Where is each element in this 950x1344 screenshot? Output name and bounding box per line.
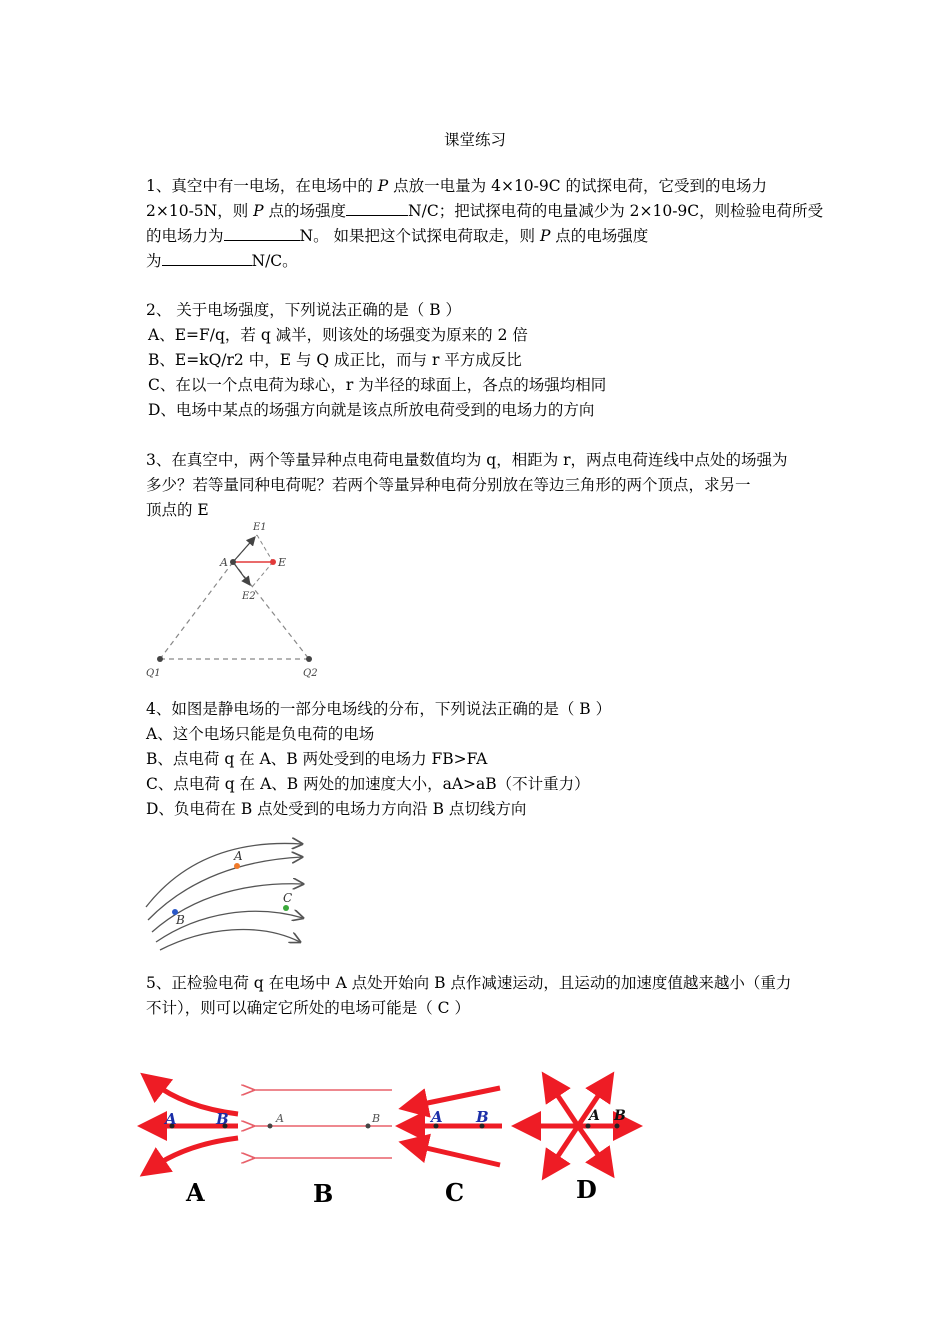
q3-line3: 顶点的 E <box>146 501 209 519</box>
q4-option-d: D、负电荷在 B 点处受到的电场力方向沿 B 点切线方向 <box>146 800 527 818</box>
option-d-field <box>526 1084 628 1204</box>
option-a-caption: A <box>186 1178 205 1207</box>
q2-option-b: B、E=kQ/r2 中，E 与 Q 成正比，而与 r 平方成反比 <box>148 351 522 369</box>
q4-stem: 4、如图是静电场的一部分电场线的分布，下列说法正确的是（ B ） <box>146 700 612 718</box>
label-c: C <box>283 891 293 905</box>
q5-line2: 不计），则可以确定它所处的电场可能是（ C ） <box>146 999 470 1017</box>
q2-option-d: D、电场中某点的场强方向就是该点所放电荷受到的电场力的方向 <box>148 401 595 419</box>
triangle-field-figure <box>140 518 320 683</box>
option-d-label-a: A <box>589 1108 600 1124</box>
label-e: E <box>278 556 287 569</box>
option-c-caption: C <box>445 1178 465 1207</box>
field-lines-figure <box>140 822 320 952</box>
q3-line2: 多少？若等量同种电荷呢？若两个等量异种电荷分别放在等边三角形的两个顶点，求另一 <box>146 476 751 494</box>
q1-line4: 为 N/C。 <box>146 252 298 270</box>
label-e2: E2 <box>242 591 256 602</box>
option-b-field <box>252 1090 392 1208</box>
option-d-caption: D <box>576 1175 597 1204</box>
option-a-field <box>152 1082 238 1207</box>
page-title: 课堂练习 <box>443 131 506 149</box>
q4-option-a: A、这个电场只能是负电荷的电场 <box>146 725 375 743</box>
q4-option-b: B、点电荷 q 在 A、B 两处受到的电场力 FB>FA <box>146 750 488 768</box>
option-b-caption: B <box>313 1179 334 1208</box>
answer-blank-3[interactable] <box>162 250 252 266</box>
option-c-field <box>410 1088 502 1207</box>
label-q1: Q1 <box>146 668 161 679</box>
q1-line3: 的电场力为 N。 如果把这个试探电荷取走，则 P 点的电场强度 <box>146 227 649 245</box>
option-d-label-b: B <box>614 1108 626 1124</box>
option-c-label-a: A <box>431 1108 443 1126</box>
label-a: A <box>220 556 228 569</box>
answer-blank-1[interactable] <box>346 200 408 216</box>
q2-option-c: C、在以一个点电荷为球心，r 为半径的球面上，各点的场强均相同 <box>148 376 607 394</box>
option-b-label-a: A <box>276 1112 284 1125</box>
label-b: B <box>176 913 185 927</box>
label-e1: E1 <box>253 522 267 533</box>
q1-line1: 1、真空中有一电场，在电场中的 P 点放一电量为 4×10-9C 的试探电荷，它受到的电场力 <box>146 177 768 195</box>
q4-option-c: C、点电荷 q 在 A、B 两处的加速度大小，aA>aB（不计重力） <box>146 775 590 793</box>
q2-stem: 2、 关于电场强度，下列说法正确的是（ B ） <box>146 301 462 319</box>
q3-line1: 3、在真空中，两个等量异种点电荷电量数值均为 q，相距为 r，两点电荷连线中点处的场强为 <box>146 451 788 469</box>
label-q2: Q2 <box>303 668 318 679</box>
field-options-figure <box>130 1068 650 1218</box>
label-a: A <box>234 849 243 863</box>
option-c-label-b: B <box>476 1108 489 1126</box>
q5-line1: 5、正检验电荷 q 在电场中 A 点处开始向 B 点作减速运动，且运动的加速度值越来越小（重力 <box>146 974 792 992</box>
option-a-label-a: A <box>165 1110 177 1128</box>
option-b-label-b: B <box>372 1112 381 1125</box>
q2-option-a: A、E=F/q，若 q 减半，则该处的场强变为原来的 2 倍 <box>148 326 528 344</box>
option-a-label-b: B <box>216 1110 229 1128</box>
answer-blank-2[interactable] <box>224 225 300 241</box>
q1-line2: 2×10-5N，则 P 点的场强度 N/C；把试探电荷的电量减少为 2×10-9C，则检验电荷所受 <box>146 202 824 220</box>
